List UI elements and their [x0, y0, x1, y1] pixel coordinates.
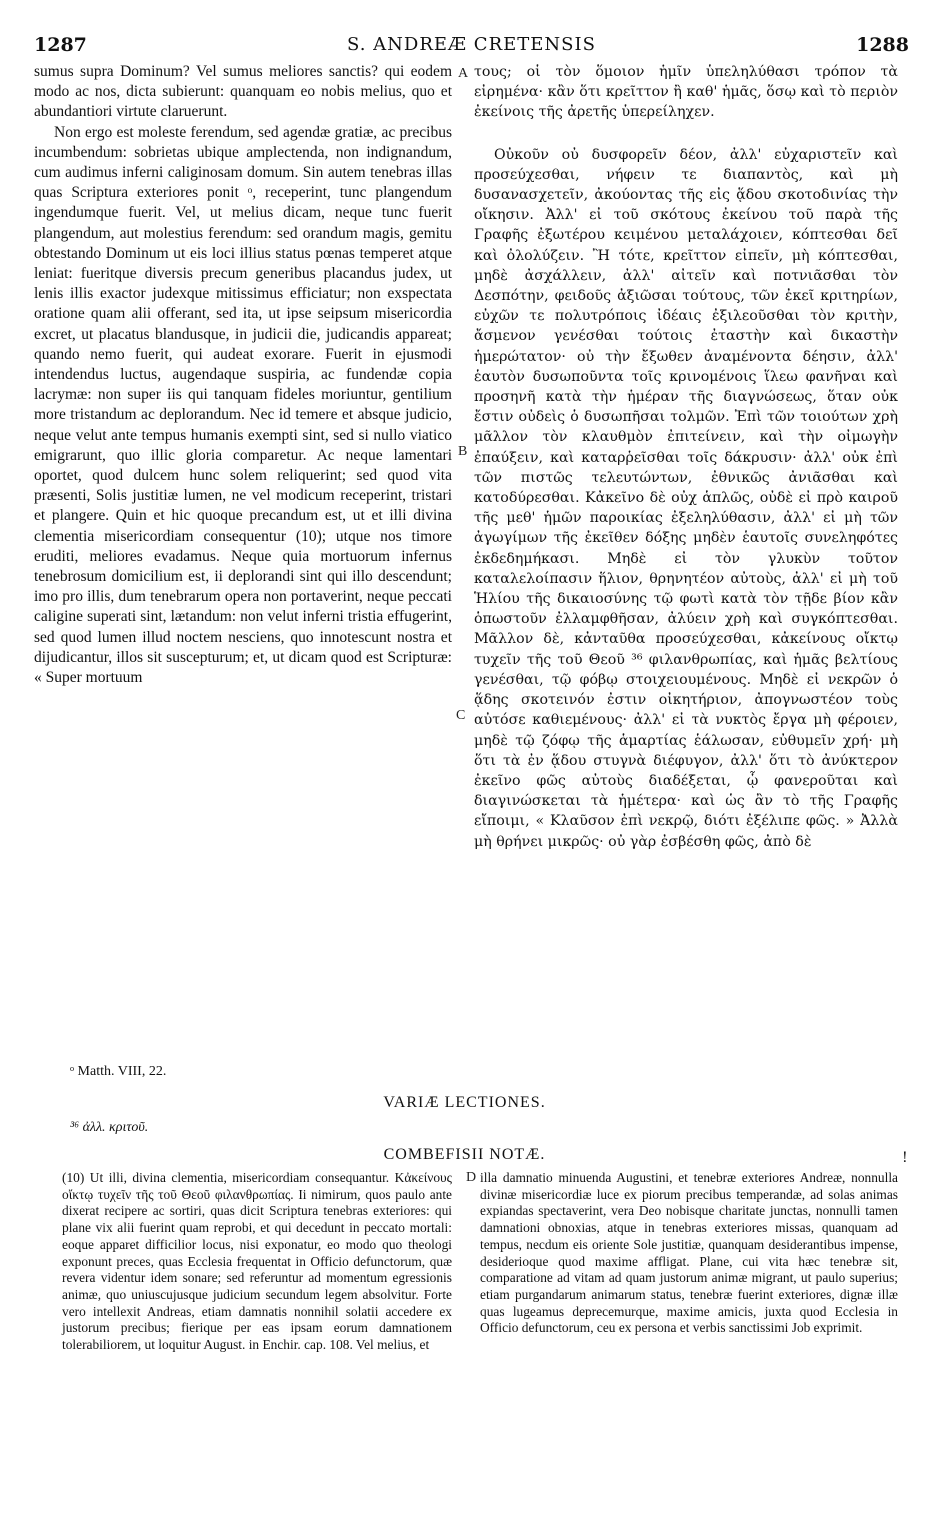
latin-column: [34, 62, 452, 688]
running-title: S. ANDREÆ CRETENSIS: [347, 34, 596, 55]
latin-paragraph-2: Non ergo est moleste ferendum, sed agendæ gratiæ, ac precibus incumbendum: sobrietas ubique amplectenda, non indignandum, cum audimus inferni caliginosam domum. Sin autem tenebras illas quas Scriptura exteriores ponit ᵒ, receperint, tunc plangendum ingendumque fuerit. Vel, ut melius dicam, neque tunc fuerit plangendum, aut molestius ferendum: sed orandum magis, gemitu obtestando Dominum ut eis loci illius status pœnas temperet atque leniat: fueritque diversis precum generibus placandus judex, ut lenis illis exactor judexque mitissimus efficiatur; non exspectata oratione quam alii offerant, sed ita, ut ipse seipsum misericordia excret, ut placatus blandusque, in judicii die, judicandis appareat; quando nemo fuerit, qui audeat exorare. Fuerit in ejusmodi intendendus luctus, augendaque suspiria, ac fundendæ copia lacrymæ: non super iis qui tanquam fideles moriuntur, gentilium more tristandum ac deplorandum. Nec id temere et absque judicio, neque velut ante tempus humanis exempti sint, sed si nullo viatico emigrarunt, quo illic gloria comparetur. Ac neque lamentari oportet, quod dulcem hunc solem reliquerint; sed quod vita præsenti, Solis justitiæ lumen, ne vel modicum receperint, tristari et plangere. Quin et hic quoque precandum est, ut et illi divina clementia misericordiam consequentur (10); utque nos timore eruditi, meliores evadamus. Neque quia mortuorum infernus tenebrosum domicilium est, ii deplorandi sint qui illo descendunt; imo pro illis, dum tenebrarum opera non portaverint, neque peccati caligine superati sint, lætandum: non velut inferni tristia effugerint, sed quod lumen illud noctem nesciens, quo innotescunt nostra et dijudicantur, illos sit suscepturum; et, ut dicam quod est Scripturæ: « Super mortuum: [34, 123, 452, 687]
margin-letter-b: B: [458, 444, 468, 459]
stray-mark: !: [902, 1150, 908, 1166]
margin-letter-c: C: [456, 708, 466, 723]
left-page-number: 1287: [34, 34, 87, 56]
notes-right-column: illa damnatio minuenda Augustini, et tenebræ exteriores Andreæ, nonnulla divinæ misericordiæ luce ex piorum precibus temperandæ, ad solas animas expiandas spectaverint, vera Deo nobisque charitate junctas, nonnulli tamen damnationi obnoxias, atque in tenebras exteriores missas, quanquam ad tempus, necdum eis oriente Sole justitiæ, quanquam desiderantibus impense, desiderioque quod maxime affligat. Plane, cui vita hæc tenebræ sit, comparatione ad vitam ad quam justorum animæ migrant, ut paulo superius; etiam purgandarum animarum status, tenebræ fuerint exteriores, dignæ illæ quas lugeamus deprecemurque, maxime amicis, juxta quod Ecclesia in Officio defunctorum, ceu ex persona et verbis sanctissimi Job exprimit.: [480, 1170, 898, 1336]
variae-lectiones-heading: VARIÆ LECTIONES.: [383, 1094, 546, 1111]
variant-reading: [70, 1120, 148, 1136]
footnote: ᵒ Matth. VIII, 22.: [70, 1064, 167, 1079]
greek-column: [474, 62, 898, 852]
variant-reading-text: ³⁶ ἀλλ. κριτοῦ.: [70, 1120, 149, 1135]
greek-paragraph-1: τους; οἱ τὸν ὅμοιον ἡμῖν ὑπεληλύθασι τρόπον τὰ εἰρημένα· κἂν ὅτι κρεῖττον ἢ καθ' ἡμᾶς, ὅσῳ καὶ τὸ περιὸν ἐκείνοις τῆς ἀρετῆς ὑπερείληχεν.: [474, 64, 898, 121]
right-page-number: 1288: [856, 34, 909, 56]
latin-paragraph-1: sumus supra Dominum? Vel sumus meliores sanctis? qui eodem modo ac nos, dicta subierunt: quanquam eo nobis melius, quo et abundantiori virtute claruerunt.: [34, 63, 452, 121]
notes-left-column: (10) Ut illi, divina clementia, misericordiam consequantur. Κἀκείνους οἴκτῳ τυχεῖν τῆς τοῦ Θεοῦ φιλανθρωπίας. Ii nimirum, quos paulo ante dixerat recipere ac sortiri, quas dicit Scriptura tenebras exteriores: qui plane vix alii fuerint quam reprobi, et qui decedunt in peccato mortali: eoque apparet difficilior locus, nisi exponatur, eo modo quo theologi exponunt preces, quas Ecclesia frequentat in Officio defunctorum, quæ revera videntur idem sonare; sed referuntur ad momentum egressionis animæ, quo uniuscujusque judicium secundum legem absolvitur. Forte vero intellexit Andreas, etiam damnatis nonnihil solatii accedere ex justorum precibus; fierique per eas ipsam eorum damnationem tolerabiliorem, ut loquitur August. in Enchir. cap. 108. Vel melius, et: [62, 1170, 452, 1353]
margin-letter-a: A: [458, 66, 469, 81]
page-header: [34, 34, 909, 62]
margin-letter-d: D: [466, 1170, 477, 1185]
greek-paragraph-2: Οὐκοῦν οὐ δυσφορεῖν δέον, ἀλλ' εὐχαριστεῖν καὶ προσεύχεσθαι, νήφειν τε διαπαντὸς, καὶ μὴ δυσανασχετεῖν, ἀκούοντας τῆς εἰς ᾅδου σκοτοδινίας τὴν οἴκησιν. Ἀλλ' εἰ τοῦ σκότους ἐκείνου τοῦ παρὰ τῆς Γραφῆς ἐξωτέρου κειμένου μεταλάχοιεν, κόπτεσθαι δεῖ καὶ ὀλολύζειν. Ἢ τότε, κρεῖττον εἰπεῖν, μὴ κόπτεσθαι, μηδὲ ἀσχάλλειν, ἀλλ' αἰτεῖν καὶ ποτνιᾶσθαι τὸν Δεσπότην, φειδοῦς ἀξιῶσαι τούτους, τῶν ἐκεῖ κριτηρίων, εὐχῶν τε πολυτρόποις ἰδέαις ἐξιλεοῦσθαι τὸν κριτὴν, ἄσμενον γενέσθαι τούτοις ἐταστὴν καὶ δικαστὴν ἡμερώτατον· οὐ τὴν ἔξωθεν ἀναμένοντα δέησιν, ἀλλ' ἑαυτὸν δυσωποῦντα τοῖς κρινομένοις ἵλεω φανῆναι καὶ προσηνῆ κατὰ τὴν ἡμέραν τῆς διαγνώσεως, ὅταν οὐκ ἔστιν οὐδεὶς ὁ δυσωπῆσαι τολμῶν. Ἐπὶ τῶν τοιούτων χρὴ μᾶλλον τὸν κλαυθμὸν ἐπιτείνειν, καὶ τὴν οἰμωγὴν ἐπαύξειν, καὶ καταρῥεῖσθαι τοῖς δάκρυσιν· ἀλλ' οὐκ ἐπὶ τῶν πιστῶς τελευτώντων, ἐθνικῶς ἀνιᾶσθαι καὶ κατοδύρεσθαι. Κἀκεῖνο δὲ οὐχ ἁπλῶς, οὐδὲ εἰ πρὸ καιροῦ τῆς μεθ' ἡμῶν παροικίας ἐξεληλύθασιν, ἀλλ' εἰ μὴ τῶν ἀγωγίμων τῆς ἐκεῖθεν δόξης μηδὲν ἑαυτοῖς συνεληφότες ἐκδεδημήκασι. Μηδὲ εἰ τὸν γλυκὺν τοῦτον καταλελοίπασιν ἥλιον, θρηνητέον αὐτοὺς, ἀλλ' εἰ μὴ τοῦ Ἡλίου τῆς δικαιοσύνης τῷ φωτὶ κατὰ τὸν τῇδε βίον κἂν ὁπωστοῦν ἐλλαμφθῆσαν, ἀλύειν χρὴ καὶ συγκόπτεσθαι. Μᾶλλον δὲ, κἀνταῦθα προσεύχεσθαι, κἀκείνους οἴκτῳ τυχεῖν τῆς τοῦ Θεοῦ ³⁶ φιλανθρωπίας, καὶ ἡμᾶς βελτίους γενέσθαι, τῷ φόβῳ στοιχειουμένους. Μηδὲ εἰ νεκρῶν ὁ ᾅδης σκοτεινόν ἐστιν οἰκητήριον, ἀπογνωστέον τοὺς αὐτόσε καθιεμένους· ἀλλ' εἰ τὰ νυκτὸς ἔργα μὴ φέροιεν, μηδὲ τῷ ζόφῳ τῆς ἁμαρτίας ἑάλωσαν, εὐθυμεῖν χρή· μὴ ὅτι τὰ ἐν ᾅδου στυγνὰ διέφυγον, ἀλλ' ὅτι τὸ ἀνύκτερον ἐκεῖνο φῶς αὐτοὺς διαδέξεται, ᾧ φανεροῦται καὶ διαγινώσκεται τὰ ἡμέτερα· καὶ ὡς ἂν τὸ τῆς Γραφῆς εἴποιμι, « Κλαῦσον ἐπὶ νεκρῷ, διότι ἐξέλιπε φῶς. » Ἀλλὰ μὴ θρήνει μικρῶς· οὐ γὰρ ἐσβέσθη φῶς, ἀπὸ δὲ: [474, 146, 898, 850]
combefisii-notae-heading: COMBEFISII NOTÆ.: [383, 1146, 546, 1163]
